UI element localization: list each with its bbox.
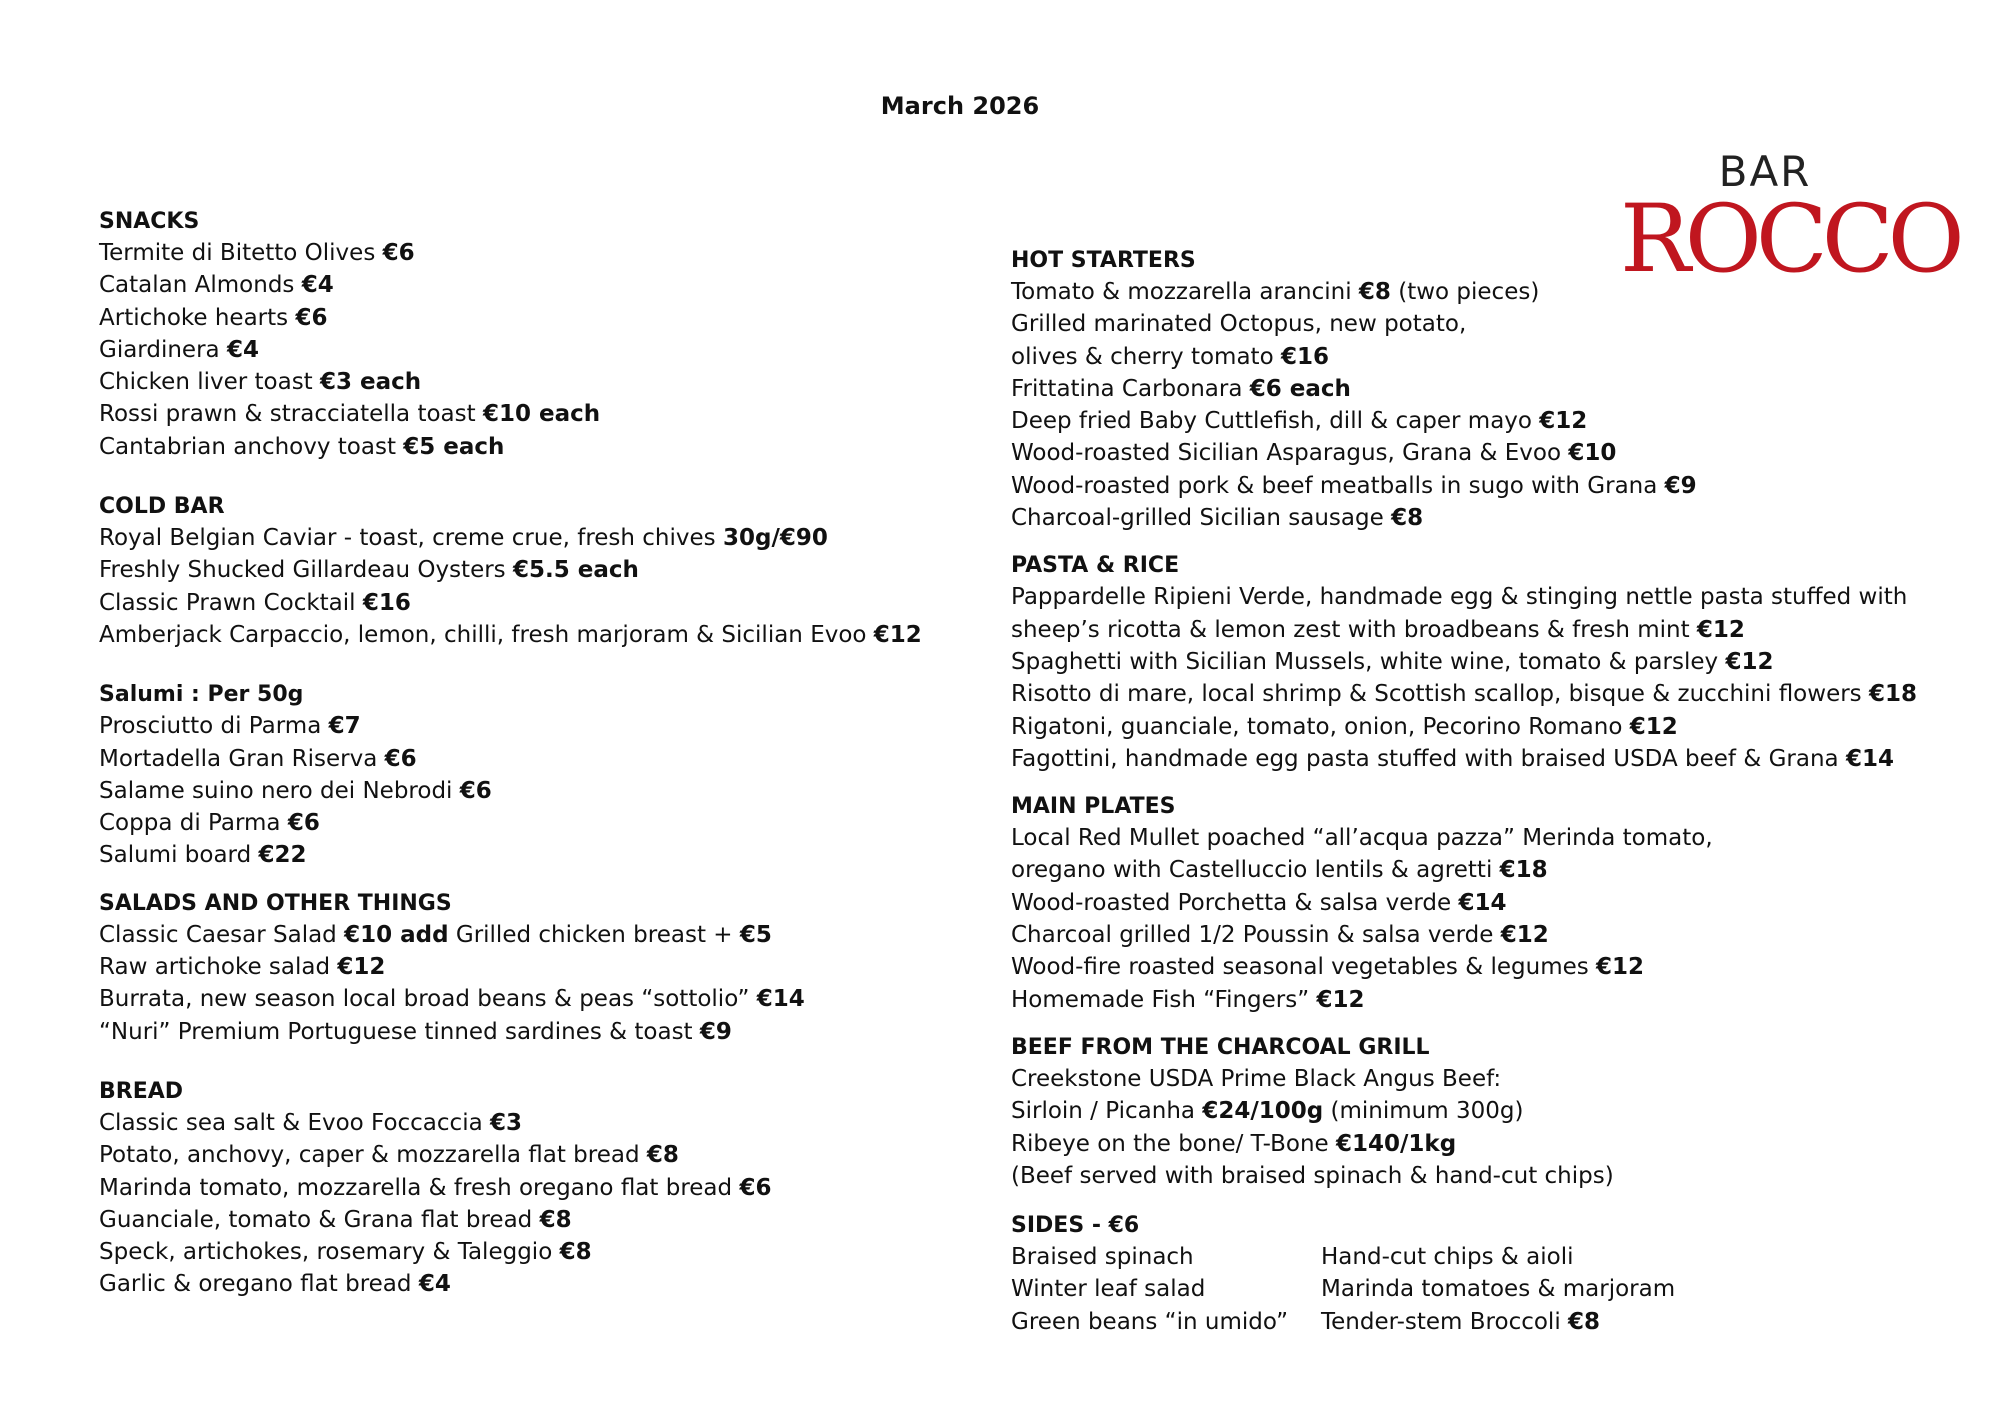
menu-item <box>99 269 979 301</box>
menu-item <box>99 775 979 807</box>
menu-item-price: €140/1kg <box>1335 1130 1457 1157</box>
menu-item-price: €9 <box>1664 472 1697 499</box>
menu-item-text: Cantabrian anchovy toast <box>99 433 404 460</box>
menu-item <box>1011 437 1971 469</box>
menu-item-text: Marinda tomato, mozzarella & fresh oregano flat bread <box>99 1174 740 1201</box>
section-cold-bar <box>99 491 979 651</box>
menu-item-text: Green beans “in umido” <box>1011 1308 1289 1335</box>
menu-item-price: €8 <box>646 1142 679 1169</box>
menu-item-price: €4 <box>226 336 259 363</box>
menu-item-price: €8 <box>1568 1308 1601 1335</box>
menu-item-text: Classic Caesar Salad <box>99 921 345 948</box>
menu-item-text: Chicken liver toast <box>99 369 321 396</box>
menu-item-text: Deep fried Baby Cuttlefish, dill & caper mayo <box>1011 408 1540 435</box>
menu-item <box>1011 984 1971 1016</box>
menu-item <box>1011 919 1971 951</box>
menu-item-price: €10 each <box>482 401 601 428</box>
menu-item-price: €16 <box>362 589 411 616</box>
menu-item-text: Artichoke hearts <box>99 304 296 331</box>
menu-item-text: “Nuri” Premium Portuguese tinned sardines & toast <box>99 1018 700 1045</box>
menu-item-price: €6 <box>295 304 328 331</box>
menu-item-text: Salame suino nero dei Nebrodi <box>99 777 460 804</box>
menu-item-text: Hand-cut chips & aioli <box>1321 1244 1574 1271</box>
menu-item-text: Coppa di Parma <box>99 810 288 837</box>
menu-item-text: Ribeye on the bone/ T-Bone <box>1011 1130 1336 1157</box>
menu-item <box>1011 711 1971 743</box>
menu-item-price: €3 each <box>320 369 422 396</box>
menu-item-text: sheep’s ricotta & lemon zest with broadbeans & fresh mint <box>1011 616 1697 643</box>
menu-item-text: Giardinera <box>99 336 227 363</box>
menu-item-text: Salumi board <box>99 842 259 869</box>
menu-item <box>1011 1095 1971 1127</box>
menu-item-text: Risotto di mare, local shrimp & Scottish scallop, bisque & zucchini flowers <box>1011 681 1869 708</box>
menu-item <box>99 839 979 871</box>
menu-item-text: Frittatina Carbonara <box>1011 375 1250 402</box>
menu-item <box>1011 373 1971 405</box>
menu-item-text: Raw artichoke salad <box>99 954 338 981</box>
section-heading: MAIN PLATES <box>1011 794 1176 820</box>
menu-item-price: €9 <box>699 1018 732 1045</box>
menu-item-text: Wood-roasted Porchetta & salsa verde <box>1011 889 1459 916</box>
menu-item-text: Pappardelle Ripieni Verde, handmade egg & stinging nettle pasta stuffed with <box>1011 584 1908 611</box>
menu-item-price: €5 <box>739 921 772 948</box>
menu-item-text: Sirloin / Picanha <box>1011 1098 1203 1125</box>
menu-item <box>99 619 979 651</box>
menu-item-text: Charcoal-grilled Sicilian sausage <box>1011 505 1392 532</box>
menu-item <box>99 366 979 398</box>
menu-item-price: €8 <box>559 1239 592 1266</box>
menu-item-price: €6 <box>287 810 320 837</box>
menu-item <box>99 1016 979 1048</box>
menu-item <box>1011 743 1971 775</box>
menu-item <box>1011 1241 1321 1273</box>
menu-item-text: Prosciutto di Parma <box>99 713 329 740</box>
menu-item <box>99 302 979 334</box>
menu-item <box>99 1236 979 1268</box>
section-heading: BREAD <box>99 1078 184 1104</box>
section-heading: SALADS AND OTHER THINGS <box>99 890 452 916</box>
menu-item-text: Wood-roasted Sicilian Asparagus, Grana & Evoo <box>1011 440 1569 467</box>
section-hot-starters <box>1011 245 1971 534</box>
menu-item-text: Termite di Bitetto Olives <box>99 240 383 266</box>
section-heading: COLD BAR <box>99 494 225 520</box>
menu-item-text: Amberjack Carpaccio, lemon, chilli, fresh marjoram & Sicilian Evoo <box>99 621 874 648</box>
menu-item-text: Freshly Shucked Gillardeau Oysters <box>99 557 513 584</box>
menu-item <box>1011 341 1971 373</box>
menu-item-text: Charcoal grilled 1/2 Poussin & salsa verde <box>1011 922 1501 949</box>
menu-item-price: €12 <box>873 621 922 648</box>
menu-item-text: olives & cherry tomato <box>1011 343 1281 370</box>
section-main-plates <box>1011 791 1971 1016</box>
menu-item-price: €6 <box>384 745 417 772</box>
logo-bar-text: BAR <box>1718 147 1812 196</box>
menu-item-text: Mortadella Gran Riserva <box>99 745 385 772</box>
menu-item-price: €8 <box>1358 279 1391 305</box>
section-beef-grill <box>1011 1032 1971 1192</box>
menu-item-price: €8 <box>539 1206 572 1233</box>
section-heading: PASTA & RICE <box>1011 553 1180 579</box>
menu-item-text: Royal Belgian Caviar - toast, creme crue, fresh chives <box>99 525 723 552</box>
menu-item-text: (minimum 300g) <box>1323 1098 1524 1125</box>
section-heading: BEEF FROM THE CHARCOAL GRILL <box>1011 1034 1430 1060</box>
menu-item <box>99 334 979 366</box>
menu-item-price: 30g/€90 <box>722 525 828 552</box>
menu-item <box>1011 678 1971 710</box>
section-heading: HOT STARTERS <box>1011 248 1196 273</box>
menu-item <box>1011 502 1971 534</box>
menu-item-text: Grilled chicken breast + <box>448 921 740 948</box>
menu-date: March 2026 <box>880 92 1040 120</box>
menu-item-text: (Beef served with braised spinach & hand-cut chips) <box>1011 1162 1614 1189</box>
section-bread <box>99 1076 979 1301</box>
menu-item-price: €12 <box>1596 954 1645 981</box>
menu-item <box>99 919 979 951</box>
menu-item <box>1011 951 1971 983</box>
menu-item-text: Creekstone USDA Prime Black Angus Beef: <box>1011 1065 1502 1092</box>
menu-item-price: €18 <box>1868 681 1917 708</box>
menu-item-price: €5.5 each <box>512 557 639 584</box>
menu-item-text: Burrata, new season local broad beans & peas “sottolio” <box>99 986 757 1013</box>
menu-item-text: Tender-stem Broccoli <box>1321 1308 1569 1335</box>
menu-item-text: Spaghetti with Sicilian Mussels, white wine, tomato & parsley <box>1011 648 1726 675</box>
menu-item-price: €6 <box>459 777 492 804</box>
menu-item <box>1011 1160 1971 1192</box>
menu-item-text: Tomato & mozzarella arancini <box>1011 279 1359 305</box>
menu-item-text: Rossi prawn & stracciatella toast <box>99 401 483 428</box>
menu-item <box>99 398 979 430</box>
menu-item <box>1011 887 1971 919</box>
menu-item-text: Marinda tomatoes & marjoram <box>1321 1276 1676 1303</box>
section-heading: Salumi : Per 50g <box>99 682 304 708</box>
menu-item <box>99 1172 979 1204</box>
menu-item-price: €14 <box>1458 889 1507 916</box>
menu-item-price: €12 <box>1500 922 1549 949</box>
menu-item <box>99 807 979 839</box>
menu-item-text: Winter leaf salad <box>1011 1276 1206 1303</box>
menu-item <box>1011 1306 1321 1338</box>
section-salumi <box>99 679 979 871</box>
menu-item-text: Local Red Mullet poached “all’acqua pazza” Merinda tomato, <box>1011 825 1713 852</box>
menu-item <box>1321 1273 1676 1305</box>
section-heading: SIDES - €6 <box>1011 1213 1140 1239</box>
menu-item-price: €12 <box>1725 648 1774 675</box>
menu-item-price: €12 <box>1539 408 1588 435</box>
menu-item-price: €22 <box>258 842 307 869</box>
menu-item-price: €10 add <box>344 921 449 948</box>
menu-item-price: €4 <box>301 272 334 299</box>
menu-item <box>1011 854 1971 886</box>
menu-item-price: €24/100g <box>1202 1098 1324 1125</box>
menu-item-price: €6 each <box>1249 375 1351 402</box>
menu-item <box>99 522 979 554</box>
menu-item <box>1321 1241 1631 1273</box>
menu-item-text: Wood-fire roasted seasonal vegetables & legumes <box>1011 954 1597 981</box>
menu-item-price: €14 <box>1845 745 1894 772</box>
menu-item-text: (two pieces) <box>1390 279 1540 305</box>
menu-item-price: €12 <box>1629 713 1678 740</box>
menu-item-text: Speck, artichokes, rosemary & Taleggio <box>99 1239 560 1266</box>
menu-item-text: Garlic & oregano flat bread <box>99 1271 419 1298</box>
section-pasta-rice <box>1011 550 1971 775</box>
menu-item-price: €18 <box>1499 857 1548 884</box>
menu-item-price: €6 <box>382 240 415 266</box>
menu-item-price: €10 <box>1568 440 1617 467</box>
menu-item <box>99 1107 979 1139</box>
menu-item-text: Rigatoni, guanciale, tomato, onion, Pecorino Romano <box>1011 713 1630 740</box>
menu-item-price: €5 each <box>403 433 505 460</box>
menu-item <box>1011 614 1971 646</box>
menu-item-price: €7 <box>328 713 361 740</box>
menu-item <box>1011 581 1971 613</box>
menu-item-text: Braised spinach <box>1011 1244 1194 1271</box>
menu-item <box>1011 276 1971 308</box>
menu-item-price: €4 <box>418 1271 451 1298</box>
menu-item <box>1011 1063 1971 1095</box>
menu-item-price: €12 <box>1696 616 1745 643</box>
menu-left-column <box>99 206 979 1301</box>
menu-item-price: €14 <box>756 986 805 1013</box>
menu-item <box>99 1204 979 1236</box>
menu-item-text: Grilled marinated Octopus, new potato, <box>1011 311 1467 338</box>
menu-item-text: oregano with Castelluccio lentils & agretti <box>1011 857 1500 884</box>
menu-item <box>99 554 979 586</box>
menu-item <box>1011 308 1971 340</box>
menu-item <box>99 951 979 983</box>
logo-rocco-text: ROCCO <box>1620 185 1959 294</box>
menu-item-text: Classic sea salt & Evoo Foccaccia <box>99 1109 490 1136</box>
section-sides <box>1011 1210 1971 1338</box>
menu-item-text: Guanciale, tomato & Grana flat bread <box>99 1206 540 1233</box>
menu-item <box>1011 822 1971 854</box>
menu-item-price: €6 <box>739 1174 772 1201</box>
section-salads <box>99 888 979 1048</box>
menu-item-text: Classic Prawn Cocktail <box>99 589 363 616</box>
menu-item-text: Potato, anchovy, caper & mozzarella flat bread <box>99 1142 647 1169</box>
menu-item-price: €16 <box>1280 343 1329 370</box>
menu-item <box>1011 470 1971 502</box>
menu-item-price: €12 <box>337 954 386 981</box>
menu-item <box>99 710 979 742</box>
menu-item-text: Fagottini, handmade egg pasta stuffed with braised USDA beef & Grana <box>1011 745 1846 772</box>
menu-item <box>99 431 979 463</box>
menu-item <box>99 743 979 775</box>
section-heading: SNACKS <box>99 209 200 234</box>
menu-right-column <box>1011 245 1971 1338</box>
menu-item <box>1011 405 1971 437</box>
menu-item <box>99 1268 979 1300</box>
menu-item-price: €8 <box>1391 505 1424 532</box>
menu-item-price: €12 <box>1316 986 1365 1013</box>
section-snacks <box>99 206 979 463</box>
menu-item-text: Homemade Fish “Fingers” <box>1011 986 1317 1013</box>
menu-item-text: Catalan Almonds <box>99 272 302 299</box>
menu-item <box>99 983 979 1015</box>
menu-item-text: Wood-roasted pork & beef meatballs in sugo with Grana <box>1011 472 1665 499</box>
menu-item <box>99 587 979 619</box>
menu-item <box>1011 1128 1971 1160</box>
menu-item <box>1321 1306 1631 1338</box>
menu-item <box>1011 646 1971 678</box>
menu-item-price: €3 <box>490 1109 523 1136</box>
menu-item <box>99 1139 979 1171</box>
menu-item <box>1011 1273 1321 1305</box>
menu-item <box>99 237 979 269</box>
